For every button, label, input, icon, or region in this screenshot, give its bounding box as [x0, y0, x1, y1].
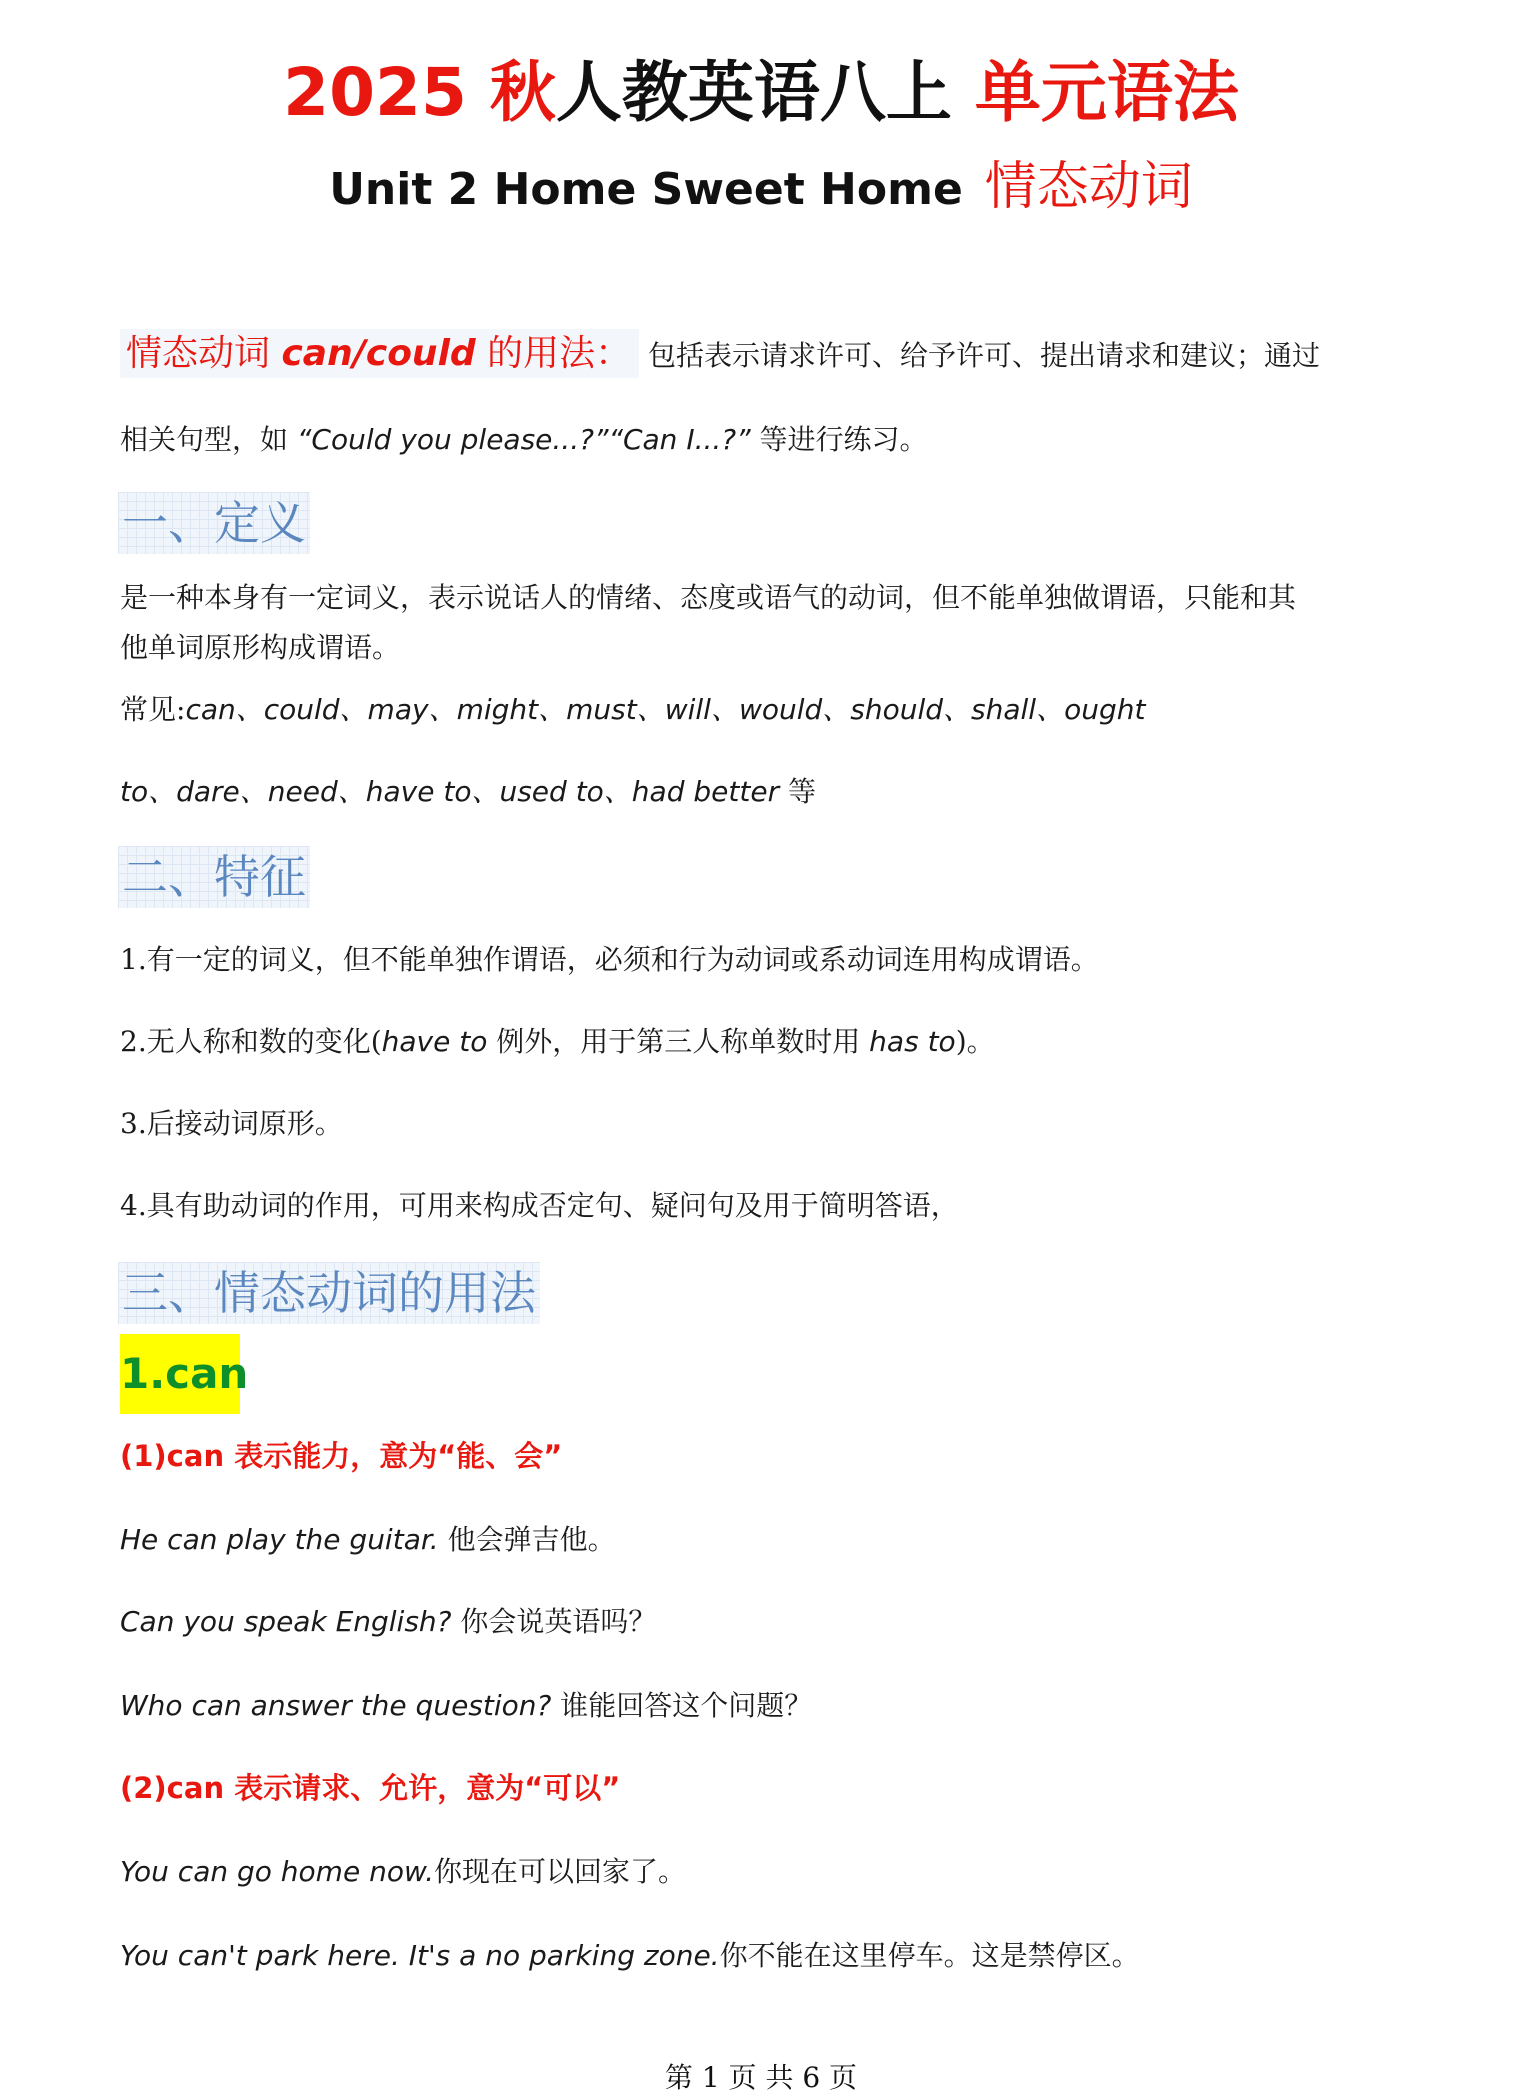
- page-subtitle: [0, 152, 1522, 225]
- feature-2-have-to: have to: [381, 1025, 488, 1058]
- title-year-season: 2025 秋: [283, 54, 556, 131]
- section-heading-usage: 三、情态动词的用法: [118, 1262, 540, 1324]
- subsection-can-label: 1.can: [120, 1334, 240, 1414]
- can-usage-ability: (1)can 表示能力，意为“能、会”: [120, 1439, 563, 1473]
- feature-2-text-e: )。: [955, 1025, 995, 1058]
- intro-text-1: 包括表示请求许可、给予许可、提出请求和建议；通过: [648, 339, 1321, 372]
- subtitle-topic: 情态动词: [984, 157, 1193, 217]
- example-sentence: [120, 1518, 616, 1562]
- intro-text-2c: 等进行练习。: [750, 423, 928, 456]
- example-sentence: [120, 1600, 656, 1644]
- common-list-1: can、could、may、might、must、will、would、should、shall、ought: [185, 693, 1146, 726]
- page-number: 第 1 页 共 6 页: [664, 2061, 858, 2094]
- intro-label-cn2: 的用法：: [475, 333, 632, 374]
- feature-2-text-c: 例外，用于第三人称单数时用: [487, 1025, 870, 1058]
- example-en: You can't park here. It's a no parking zone.: [120, 1939, 720, 1972]
- common-modals-line-2: [120, 770, 816, 814]
- intro-line-1: [120, 330, 1320, 380]
- example-en: He can play the guitar.: [120, 1523, 439, 1556]
- definition-text-1: 是一种本身有一定词义，表示说话人的情绪、态度或语气的动词，但不能单独做谓语，只能和其: [120, 581, 1297, 614]
- example-sentence: [120, 1934, 1140, 1978]
- example-cn: 你现在可以回家了。: [433, 1855, 686, 1888]
- page-title: [0, 52, 1522, 134]
- section-heading-definition: 一、定义: [118, 492, 310, 554]
- example-en: Who can answer the question?: [120, 1689, 552, 1722]
- common-modals-line-1: [120, 688, 1145, 732]
- example-cn: 谁能回答这个问题？: [551, 1689, 813, 1722]
- can-usage-permission: (2)can 表示请求、允许，意为“可以”: [120, 1771, 621, 1805]
- example-cn: 你不能在这里停车。这是禁停区。: [719, 1939, 1140, 1972]
- intro-text-2b: “Could you please...?”“Can I...?”: [296, 423, 751, 456]
- example-en: You can go home now.: [120, 1855, 434, 1888]
- common-list-2: to、dare、need、have to、used to、had better: [120, 775, 780, 808]
- intro-line-2: [120, 418, 928, 462]
- section-heading-features: 二、特征: [118, 846, 310, 908]
- intro-label-cn1: 情态动词: [126, 333, 282, 374]
- feature-2-has-to: has to: [869, 1025, 956, 1058]
- feature-item-1: [120, 938, 1099, 982]
- feature-3-text: 3.后接动词原形。: [120, 1107, 343, 1140]
- example-cn: 你会说英语吗？: [451, 1605, 657, 1638]
- feature-4-text: 4.具有助动词的作用，可用来构成否定句、疑问句及用于简明答语，: [120, 1189, 959, 1222]
- example-cn: 他会弹吉他。: [438, 1523, 616, 1556]
- example-en: Can you speak English?: [120, 1605, 452, 1638]
- feature-item-2: [120, 1020, 995, 1064]
- definition-text-2: 他单词原形构成谓语。: [120, 631, 401, 664]
- feature-item-4: [120, 1184, 959, 1228]
- title-topic: 单元语法: [974, 54, 1239, 131]
- example-sentence: [120, 1684, 812, 1728]
- feature-item-3: [120, 1102, 343, 1146]
- feature-2-text-a: 2.无人称和数的变化(: [120, 1025, 382, 1058]
- intro-label-en: can/could: [281, 333, 476, 374]
- common-end: 等: [779, 775, 816, 808]
- common-label: 常见:: [120, 693, 186, 726]
- intro-text-2a: 相关句型，如: [120, 423, 297, 456]
- example-sentence: [120, 1850, 686, 1894]
- feature-1-text: 1.有一定的词义，但不能单独作谓语，必须和行为动词或系动词连用构成谓语。: [120, 943, 1099, 976]
- title-course: 人教英语八上: [555, 54, 952, 131]
- intro-label: [120, 329, 639, 378]
- subtitle-unit: Unit 2 Home Sweet Home: [329, 164, 963, 215]
